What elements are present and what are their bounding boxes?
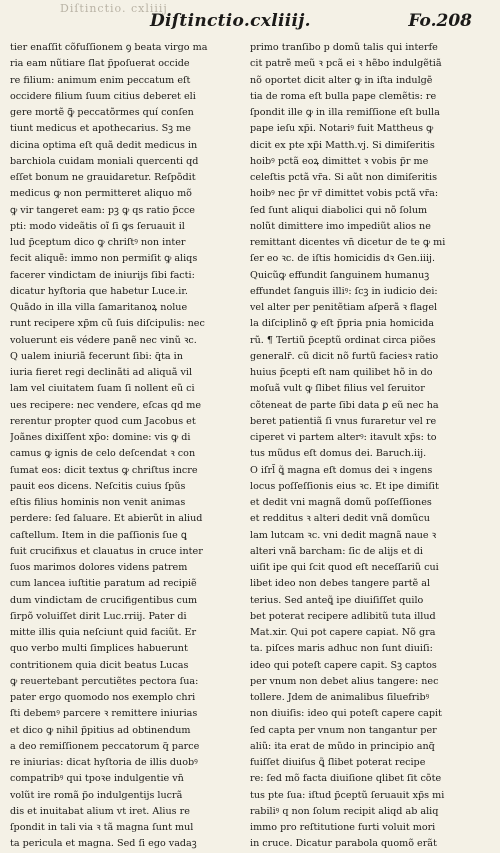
text-line: O iſrl̃ ꝗ̃ magna eſt domus dei ꝛ ingens bbox=[250, 464, 433, 476]
text-line: hoibꝰ pctã eoꝝ dimittet ꝛ vobis p̃r me bbox=[250, 155, 429, 167]
text-line: iuria fieret regi declinãti ad aliquã vil bbox=[10, 367, 193, 378]
page-header bbox=[150, 11, 490, 35]
text-line: huius p̃cepti eſt nam quilibet hõ in do bbox=[250, 367, 433, 378]
text-line: dicina optima eſt quã dedit medicus in bbox=[10, 139, 198, 151]
text-line: fuit crucifixus et clauatus in cruce inter bbox=[10, 545, 203, 557]
text-line: ſti debemꝰ parcere ꝛ remittere iniurias bbox=[10, 708, 198, 720]
text-line: ues recipere: nec vendere, eſcas qd me bbox=[10, 399, 202, 411]
text-line: generalr̃. cũ dicit nõ furtũ faciesꝛ ratio bbox=[250, 350, 439, 362]
text-line: alteri vnã barcham: ſic de alijs et di bbox=[250, 545, 423, 557]
text-line: barchiola cuidam moniali quercenti qd bbox=[10, 155, 199, 167]
text-line: ſed capta per vnum non tangantur per bbox=[250, 724, 437, 736]
text-line: ꝙ vir tangeret eam: pꝫ ꝙ qs ratio p̃cce bbox=[10, 204, 195, 216]
text-line: tia de roma eſt bulla pape clemẽtis: re bbox=[250, 90, 437, 102]
text-line: ſumat eos: dicit textus ꝙ chriſtus incre bbox=[10, 464, 198, 476]
text-line: Q ualem iniuriã fecerunt ſibi: q̃ta in bbox=[10, 350, 183, 362]
text-line: tollere. Jdem de animalibus ſiluefribꝰ bbox=[250, 692, 430, 703]
folio-number: Fo.208 bbox=[408, 11, 472, 31]
text-line: pti: modo videãtis oĩ ſi ꝙs ſeruauit il bbox=[10, 220, 185, 232]
left-column bbox=[10, 40, 242, 853]
text-line: dum vindictam de crucifigentibus cum bbox=[10, 594, 198, 606]
text-line: ꝙ reuertebant percutiẽtes pectora ſua: bbox=[10, 675, 199, 687]
text-line: pater ergo quomodo nos exemplo chri bbox=[10, 692, 196, 703]
text-line: lam lutcam ꝛc. vni dedit magnã naue ꝛ bbox=[250, 529, 437, 541]
text-line: runt recipere xp̃m cũ ſuis diſcipulis: nec bbox=[10, 318, 205, 330]
text-line: cõteneat de parte ſibi data ꝑ eũ nec ha bbox=[250, 399, 439, 411]
text-line: hoibꝰ nec p̃r vr̃ dimittet vobis pctã vr̃a: bbox=[250, 188, 439, 200]
text-line: bet poterat recipere adlibitũ tuta illud bbox=[250, 610, 436, 622]
text-line: quo verbo multi ſimplices habuerunt bbox=[10, 643, 188, 655]
show-through-text: Diſtinctio. cxliiij bbox=[60, 2, 168, 15]
text-line: per vnum non debet alius tangere: nec bbox=[250, 675, 439, 687]
text-line: a deo remiſſionem peccatorum q̃ parce bbox=[10, 740, 200, 752]
text-line: rerentur propter quod cum Jacobus et bbox=[10, 415, 196, 427]
text-line: cum lancea iuſtitie paratum ad recipiẽ bbox=[10, 578, 197, 590]
text-line: gere mortẽ ꝙ̃ peccatõrmes quí conſen bbox=[10, 107, 194, 118]
text-line: pauit eos dicens. Neſcitis cuius ſpũs bbox=[10, 480, 186, 492]
text-line: et dico ꝙ nihil p̃pitius ad obtinendum bbox=[10, 724, 191, 736]
text-line: mitte illis quia neſciunt quid faciũt. Er bbox=[10, 627, 197, 638]
text-line: eſtis filius hominis non venit animas bbox=[10, 497, 186, 508]
text-line: fuiſſet diuiſus ꝗ̃ ſlibet poterat recipe bbox=[250, 757, 426, 768]
text-line: vel alter per penitẽtiam aſperã ꝛ flagel bbox=[250, 302, 438, 313]
text-line: lud p̃ceptum dico ꝙ chriſtꝰ non inter bbox=[10, 237, 186, 248]
text-line: aliũ: ita erat de mũdo in principio anq̃ bbox=[250, 740, 435, 752]
text-line: dicatur hyſtoria que habetur Luce.ir. bbox=[10, 285, 188, 297]
text-line: remittant dicentes vn̄ dicetur de te ꝙ mi bbox=[250, 237, 446, 248]
text-line: et redditus ꝛ alteri dedit vnã domũcu bbox=[250, 513, 430, 525]
text-line: re filium: animum enim peccatum eſt bbox=[10, 74, 191, 86]
text-line: terius. Sed anteꝗ̃ ipe diuiſiſſet quilo bbox=[250, 594, 424, 606]
text-line: cit patrẽ meũ ꝛ pcã ei ꝛ hẽbo indulgẽtiã bbox=[250, 58, 442, 70]
text-line: ſed ſunt aliqui diabolici qui nõ ſolum bbox=[250, 204, 428, 216]
text-line: compatribꝰ qui tpoꝛe indulgentie vn̄ bbox=[10, 773, 184, 785]
right-column bbox=[250, 40, 490, 853]
text-line: voluerunt eis védere panẽ nec vinũ ꝛc. bbox=[10, 334, 197, 346]
text-line: ſer eo ꝛc. de iſtis homicidis dꝛ Gen.iiij. bbox=[250, 253, 436, 265]
text-line: rũ. ¶ Tertiũ p̃ceptũ ordinat circa piões bbox=[250, 334, 436, 346]
text-line: tus mũdus eſt domus dei. Baruch.iij. bbox=[250, 448, 427, 460]
text-line: la diſciplinõ ꝙ eſt p̃pria pnia homicida bbox=[250, 318, 434, 330]
text-line: fecit aliquẽ: immo non permiſit ꝙ aliqs bbox=[10, 253, 198, 265]
text-line: beret patientiã ſi vnus furaretur vel re bbox=[250, 415, 437, 427]
text-line: locus poſſeſſionis eius ꝛc. Et ipe dimiſit bbox=[250, 480, 439, 492]
text-line: non diuiſis: ideo qui poteſt capere capit bbox=[250, 708, 442, 720]
text-line: moſuã vult ꝙ ſlibet filius vel ſeruitor bbox=[250, 383, 425, 395]
text-line: Quicũꝙ effundit ſanguinem humanuꝫ bbox=[250, 269, 430, 281]
text-line: volũt ire romã p̃o indulgentijs lucrã bbox=[10, 789, 183, 801]
text-line: pape ieſu xp̃i. Notariꝰ fuit Mattheus ꝙ bbox=[250, 123, 434, 135]
text-line: ta. piſces maris adhuc non ſunt diuiſi: bbox=[250, 643, 433, 655]
text-line: libet ideo non debes tangere partẽ al bbox=[250, 578, 431, 590]
text-line: ſpondit ille ꝙ in illa remiſſione eſt bulla bbox=[250, 107, 440, 118]
text-line: ta pericula et magna. Sed ſi ego vadaꝫ bbox=[10, 838, 197, 850]
text-line: re iniurias: dicat hyſtoria de illis duobꝰ bbox=[10, 757, 198, 768]
text-line: ſuos marimos dolores videns patrem bbox=[10, 562, 188, 573]
text-line: immo pro reſtitutione furti voluit mori bbox=[250, 822, 436, 833]
text-line: celeſtis pctã vr̃a. Si aũt non dimiſeritis bbox=[250, 172, 437, 183]
running-head: Diſtinctio.cxliiij. bbox=[150, 11, 311, 31]
text-line: caſtellum. Item in die paſſionis ſue ꝗ bbox=[10, 529, 187, 541]
text-line: lam vel ciuitatem ſuam ſi nollent eũ ci bbox=[10, 383, 195, 395]
text-line: perdere: ſed ſaluare. Et abierũt in aliud bbox=[10, 513, 203, 525]
text-line: medicus ꝙ non permitteret aliquo mõ bbox=[10, 188, 192, 200]
text-line: ideo qui poteſt capere capit. Sꝫ captos bbox=[250, 659, 437, 671]
text-line: effundet ſanguis illiꝰ: ſcꝫ in iudicio dei: bbox=[250, 285, 438, 297]
text-line: Quãdo in illa villa ſamaritanoꝝ nolue bbox=[10, 302, 188, 313]
text-line: occidere filium ſuum citius deberet eli bbox=[10, 90, 196, 102]
text-line: ria eam nũtiare ſlat p̃poſuerat occide bbox=[10, 58, 190, 70]
text-line: camus ꝙ ignis de celo deſcendat ꝛ con bbox=[10, 448, 196, 460]
text-line: uiſit ipe qui ſcit quod eſt neceſſariũ cui bbox=[250, 562, 439, 573]
text-line: rabiliꝰ q non ſolum recipit aliqd ab aliq bbox=[250, 805, 439, 817]
text-line: Joãnes dixiſſent xp̃o: domine: vis ꝙ di bbox=[10, 432, 191, 443]
text-line: tiunt medicus et apothecarius. Sꝫ me bbox=[10, 123, 191, 135]
text-line: ſpondit in tali via ꝛ tã magna ſunt mul bbox=[10, 822, 194, 833]
text-line: ciperet vi partem alterꝰ: itavult xp̃s: to bbox=[250, 432, 437, 443]
text-line: nõ oportet dicit alter ꝙ in iſta indulgẽ bbox=[250, 74, 433, 86]
text-line: primo tranſibo p domũ talis qui interfe bbox=[250, 42, 438, 53]
text-line: tus pte ſua: iſtud p̃ceptũ ſeruauit xp̃s mi bbox=[250, 789, 445, 801]
text-line: tier enaſſit cõfuſſionem ꝯ beata virgo ma bbox=[10, 42, 208, 53]
text-line: contritionem quia dicit beatus Lucas bbox=[10, 659, 189, 671]
text-line: re: ſed mõ facta diuiſione qlibet ſit cõte bbox=[250, 773, 442, 785]
text-line: nolũt dimittere imo impediũt alios ne bbox=[250, 220, 431, 232]
text-line: eſſet bonum ne grauidaretur. Reſpõdit bbox=[10, 172, 196, 183]
text-line: dicit ex pte xp̃i Matth.vj. Si dimiſeritis bbox=[250, 139, 435, 151]
text-line: facerer vindictam de iniurijs ſibi facti: bbox=[10, 269, 195, 281]
text-line: ſirpõ voluiſſet dirit Luc.rriij. Pater di bbox=[10, 610, 187, 622]
text-line: dis et inuitabat alium vt iret. Alius re bbox=[10, 805, 190, 817]
text-line: et dedit vni magnã domũ poſſeſſiones bbox=[250, 497, 432, 508]
text-line: Mat.xir. Qui pot capere capiat. Nõ gra bbox=[250, 627, 436, 638]
text-line: in cruce. Dicatur parabola quomõ erãt bbox=[250, 838, 437, 850]
